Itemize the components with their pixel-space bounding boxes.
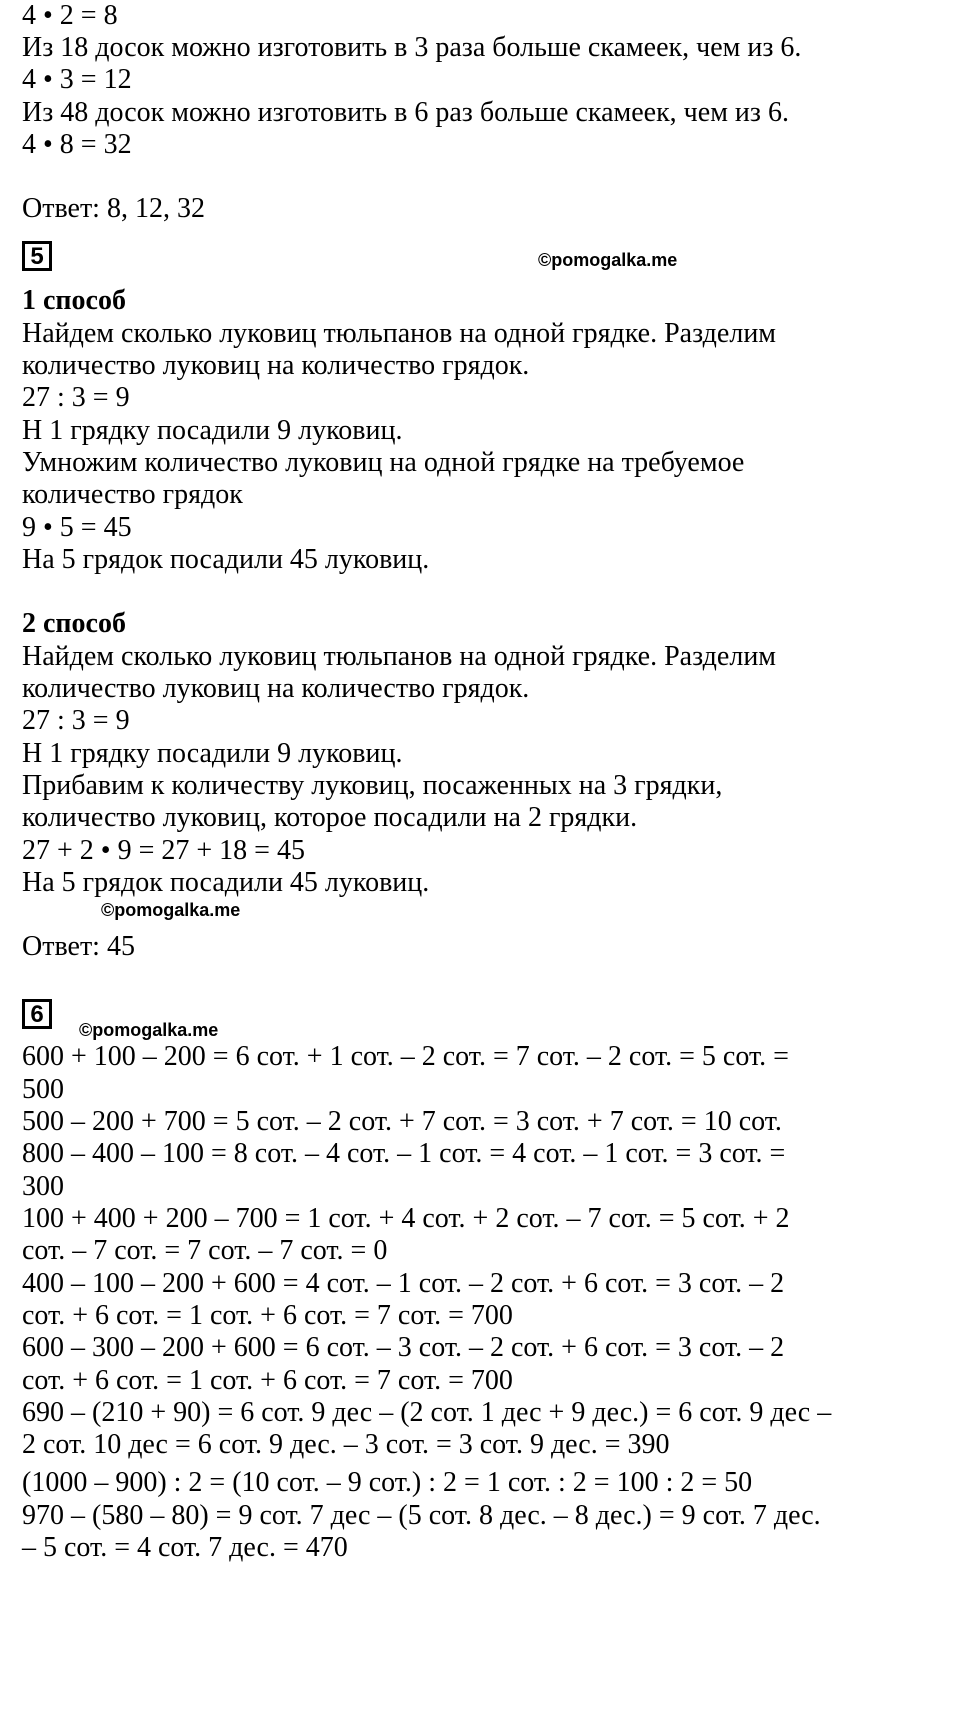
- text-line: 27 : 3 = 9: [22, 382, 130, 413]
- text-line: 9 • 5 = 45: [22, 512, 132, 543]
- text-line: 4 • 8 = 32: [22, 129, 132, 160]
- task-number-box: 5: [22, 241, 52, 271]
- text-line: Н 1 грядку посадили 9 луковиц.: [22, 738, 403, 769]
- text-line: Найдем сколько луковиц тюльпанов на одной грядке. Разделим: [22, 641, 777, 672]
- text-line: 100 + 400 + 200 – 700 = 1 сот. + 4 сот. + 2 сот. – 7 сот. = 5 сот. + 2: [22, 1203, 790, 1234]
- text-line: Прибавим к количеству луковиц, посаженных на 3 грядки,: [22, 770, 723, 801]
- text-line: количество луковиц, которое посадили на 2 грядки.: [22, 802, 638, 833]
- method-heading: 1 способ: [22, 285, 126, 316]
- task-number-box: 6: [22, 999, 52, 1029]
- watermark: ©pomogalka.me: [101, 900, 241, 920]
- text-line: 970 – (580 – 80) = 9 сот. 7 дес – (5 сот. 8 дес. – 8 дес.) = 9 сот. 7 дес.: [22, 1500, 821, 1531]
- text-line: – 5 сот. = 4 сот. 7 дес. = 470: [22, 1532, 348, 1563]
- text-line: сот. + 6 сот. = 1 сот. + 6 сот. = 7 сот. = 700: [22, 1365, 513, 1396]
- text-line: На 5 грядок посадили 45 луковиц.: [22, 544, 430, 575]
- method-heading: 2 способ: [22, 608, 126, 639]
- text-line: 300: [22, 1171, 64, 1202]
- text-line: 4 • 3 = 12: [22, 64, 132, 95]
- text-line: 4 • 2 = 8: [22, 0, 118, 31]
- watermark: ©pomogalka.me: [79, 1020, 219, 1040]
- text-line: 690 – (210 + 90) = 6 сот. 9 дес – (2 сот. 1 дес + 9 дес.) = 6 сот. 9 дес –: [22, 1397, 832, 1428]
- text-line: (1000 – 900) : 2 = (10 сот. – 9 сот.) : 2 = 1 сот. : 2 = 100 : 2 = 50: [22, 1467, 753, 1498]
- text-line: 27 : 3 = 9: [22, 705, 130, 736]
- text-line: 500 – 200 + 700 = 5 сот. – 2 сот. + 7 сот. = 3 сот. + 7 сот. = 10 сот.: [22, 1106, 782, 1137]
- text-line: 27 + 2 • 9 = 27 + 18 = 45: [22, 835, 305, 866]
- text-line: количество грядок: [22, 479, 243, 510]
- text-line: 600 + 100 – 200 = 6 сот. + 1 сот. – 2 сот. = 7 сот. – 2 сот. = 5 сот. =: [22, 1041, 789, 1072]
- text-line: 400 – 100 – 200 + 600 = 4 сот. – 1 сот. – 2 сот. + 6 сот. = 3 сот. – 2: [22, 1268, 785, 1299]
- text-line: сот. + 6 сот. = 1 сот. + 6 сот. = 7 сот. = 700: [22, 1300, 513, 1331]
- text-line: количество луковиц на количество грядок.: [22, 350, 530, 381]
- text-line: На 5 грядок посадили 45 луковиц.: [22, 867, 430, 898]
- text-line: 500: [22, 1074, 64, 1105]
- text-line: количество луковиц на количество грядок.: [22, 673, 530, 704]
- text-line: 600 – 300 – 200 + 600 = 6 сот. – 3 сот. – 2 сот. + 6 сот. = 3 сот. – 2: [22, 1332, 785, 1363]
- text-line: Н 1 грядку посадили 9 луковиц.: [22, 415, 403, 446]
- text-line: Найдем сколько луковиц тюльпанов на одной грядке. Разделим: [22, 318, 777, 349]
- text-line: 800 – 400 – 100 = 8 сот. – 4 сот. – 1 сот. = 4 сот. – 1 сот. = 3 сот. =: [22, 1138, 786, 1169]
- text-line: Из 48 досок можно изготовить в 6 раз больше скамеек, чем из 6.: [22, 97, 789, 128]
- answer-line: Ответ: 45: [22, 931, 135, 962]
- text-line: Умножим количество луковиц на одной грядке на требуемое: [22, 447, 745, 478]
- text-line: сот. – 7 сот. = 7 сот. – 7 сот. = 0: [22, 1235, 388, 1266]
- text-line: 2 сот. 10 дес = 6 сот. 9 дес. – 3 сот. = 3 сот. 9 дес. = 390: [22, 1429, 670, 1460]
- text-line: Из 18 досок можно изготовить в 3 раза больше скамеек, чем из 6.: [22, 32, 802, 63]
- watermark: ©pomogalka.me: [538, 250, 678, 270]
- answer-line: Ответ: 8, 12, 32: [22, 193, 205, 224]
